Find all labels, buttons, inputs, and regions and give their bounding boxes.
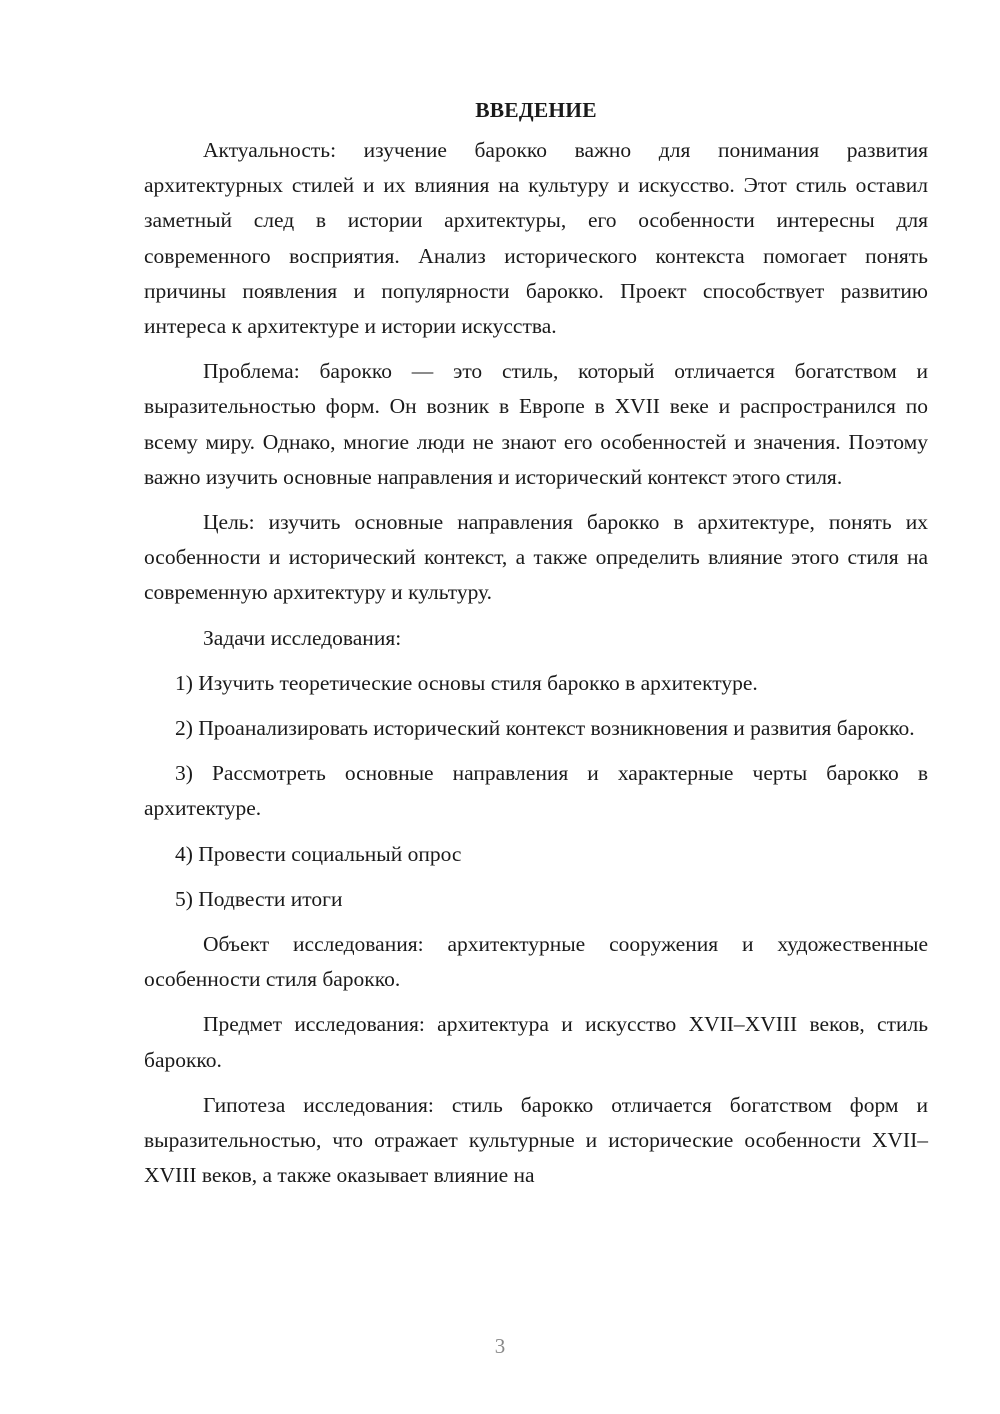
page-number: 3 [494, 1334, 506, 1358]
task-item-1: 1) Изучить теоретические основы стиля барокко в архитектуре. [175, 670, 758, 695]
task-item-3: 3) Рассмотреть основные направления и характерные черты барокко в архитектуре. [144, 761, 928, 821]
paragraph-tasks-heading: Задачи исследования: [203, 625, 402, 650]
page-content [144, 96, 928, 1203]
paragraph-goal: Цель: изучить основные направления барокко в архитектуре, понять их особенности и исторический контекст, а также определить влияние этого стиля на современную архитектуру и культуру. [144, 510, 928, 605]
paragraph-hypothesis: Гипотеза исследования: стиль барокко отличается богатством форм и выразительностью, что отражает культурные и исторические особенности XVII–XVIII веков, а также оказывает влияние на [144, 1092, 928, 1188]
paragraph-object: Объект исследования: архитектурные сооружения и художественные особенности стиля барокко. [144, 932, 928, 992]
paragraph-subject: Предмет исследования: архитектура и искусство XVII–XVIII веков, стиль барокко. [144, 1012, 928, 1072]
paragraph-relevance: Актуальность: изучение барокко важно для понимания развития архитектурных стилей и их влияния на культуру и искусство. Этот стиль оставил заметный след в истории архитектуры, его особенности интересны для современного восприятия. Анализ исторического контекста помогает понять причины появления и популярности барокко. Проект способствует развитию интереса к архитектуре и истории искусства. [144, 138, 928, 339]
task-item-5: 5) Подвести итоги [175, 886, 343, 911]
task-item-2: 2) Проанализировать исторический контекст возникновения и развития барокко. [175, 716, 915, 741]
paragraph-problem: Проблема: барокко — это стиль, который отличается богатством и выразительностью форм. Он возник в Европе в XVII веке и распространился по всему миру. Однако, многие люди не знают его особенностей и значения. Поэтому важно изучить основные направления и исторический контекст этого стиля. [144, 359, 928, 489]
task-item-4: 4) Провести социальный опрос [175, 841, 462, 866]
page-title: ВВЕДЕНИЕ [475, 98, 597, 122]
